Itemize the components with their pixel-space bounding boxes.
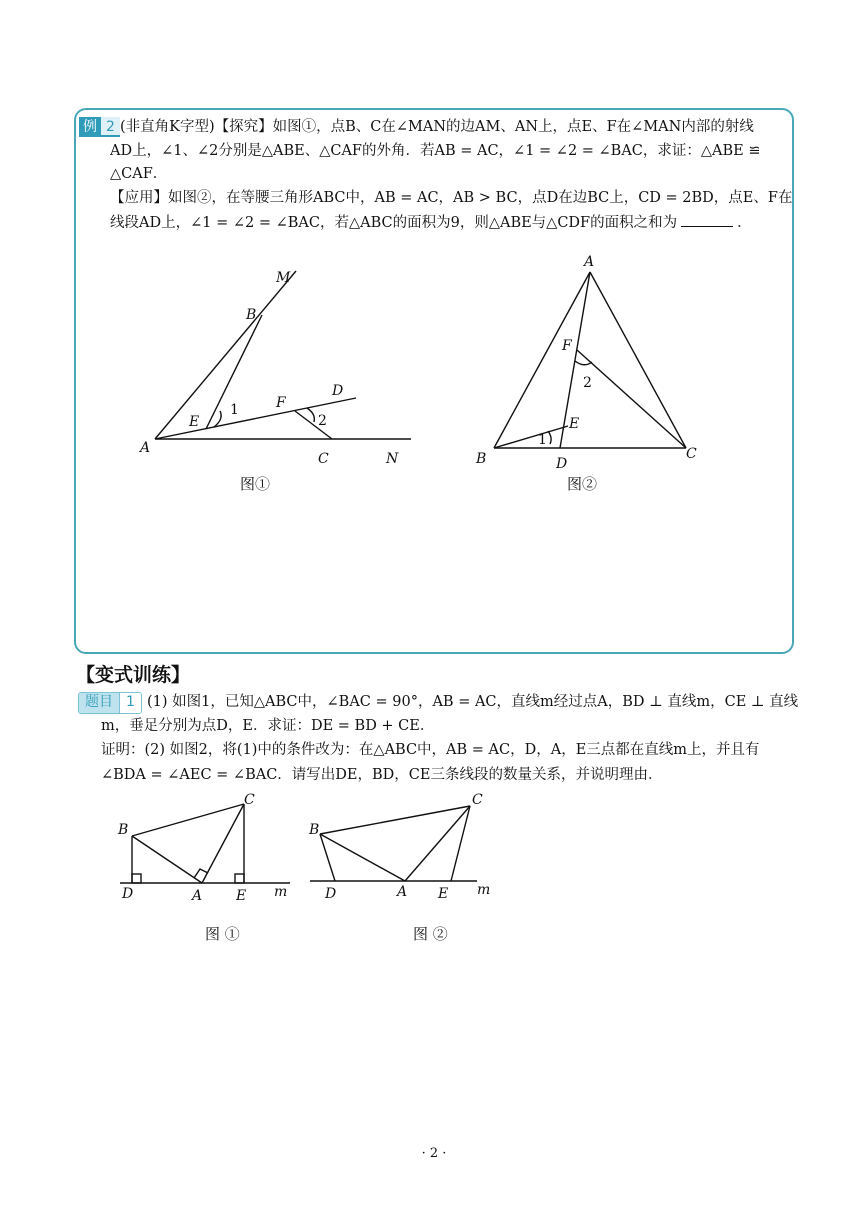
ray-am [155,271,296,439]
example-badge [79,117,120,137]
section-title: 【变式训练】 [76,664,191,686]
question-line-3: 证明：(2) 如图2，将(1)中的条件改为：在△ABC中，AB = AC，D，A，E三点都在直线m上，并且有 [101,742,760,758]
figure-3 [110,788,300,903]
angle-2-arc [307,408,314,422]
question-badge [78,692,142,714]
segment-ac [202,804,244,883]
label-a: A [140,440,151,456]
label-b: B [118,822,129,838]
segment-fc [577,350,686,448]
segment-bc [132,804,244,836]
label-c: C [244,792,255,808]
label-e: E [569,416,580,432]
label-d: D [122,886,134,902]
label-angle-1: 1 [538,432,547,448]
figure-3-caption: 图 ① [205,925,240,943]
segment-be [494,426,568,448]
label-c: C [318,451,329,467]
figure-4 [305,788,505,903]
segment-bc [320,806,470,834]
angle-1-arc [214,411,221,427]
right-angle-d [132,874,141,883]
figure-1 [130,262,430,472]
label-e: E [189,414,200,430]
question-line-4: ∠BDA = ∠AEC = ∠BAC．请写出DE，BD，CE三条线段的数量关系，并说明理由． [101,767,663,783]
label-m: m [274,884,288,900]
label-m: m [477,882,491,898]
example-line-3: △CAF． [110,166,168,182]
segment-ba [132,836,202,883]
label-d: D [556,456,568,472]
label-a: A [192,888,203,904]
question-line-2: m，垂足分别为点D，E．求证：DE = BD + CE． [101,718,435,734]
example-line-4: 【应用】如图②，在等腰三角形ABC中，AB = AC，AB > BC，点D在边BC上，CD = 2BD，点E、F在 [110,190,793,206]
label-m: M [276,270,291,286]
example-badge-number: 2 [101,117,120,137]
label-a: A [584,254,595,270]
figure-4-caption: 图 ② [413,925,448,943]
label-b: B [309,822,320,838]
example-line-5-text: 线段AD上，∠1 = ∠2 = ∠BAC，若△ABC的面积为9，则△ABE与△CDF的面积之和为 [110,215,678,231]
label-n: N [386,451,399,467]
label-c: C [686,446,697,462]
figure-2 [470,250,710,470]
label-d: D [325,886,337,902]
side-ac [590,272,686,448]
label-c: C [472,792,483,808]
label-f: F [276,395,286,411]
label-e: E [438,886,449,902]
question-badge-number: 1 [119,693,141,713]
question-badge-label: 题目 [79,693,119,713]
angle-1-arc [548,431,551,444]
label-angle-2: 2 [318,413,327,429]
label-d: D [332,383,344,399]
example-line-2: AD上，∠1、∠2分别是△ABE、△CAF的外角．若AB = AC，∠1 = ∠2 = ∠BAC，求证：△ABE ≌ [110,143,761,159]
label-f: F [562,338,572,354]
answer-blank [681,212,733,227]
label-b: B [246,307,257,323]
figure-2-caption: 图② [567,475,598,493]
right-angle-e [235,874,244,883]
example-line-5-end: ． [737,215,752,231]
example-line-5 [110,212,752,233]
label-a: A [397,884,408,900]
label-e: E [236,888,247,904]
question-line-1: (1) 如图1，已知△ABC中，∠BAC = 90°，AB = AC，直线m经过点A，BD ⊥ 直线m，CE ⊥ 直线 [147,694,799,710]
example-line-1: (非直角K字型)【探究】如图①，点B、C在∠MAN的边AM、AN上，点E、F在∠MAN内部的射线 [120,119,754,135]
example-badge-label: 例 [79,117,101,137]
figure-1-caption: 图① [240,475,271,493]
page-number: · 2 · [421,1146,447,1161]
label-angle-1: 1 [230,402,239,418]
label-b: B [476,451,487,467]
label-angle-2: 2 [583,375,592,391]
